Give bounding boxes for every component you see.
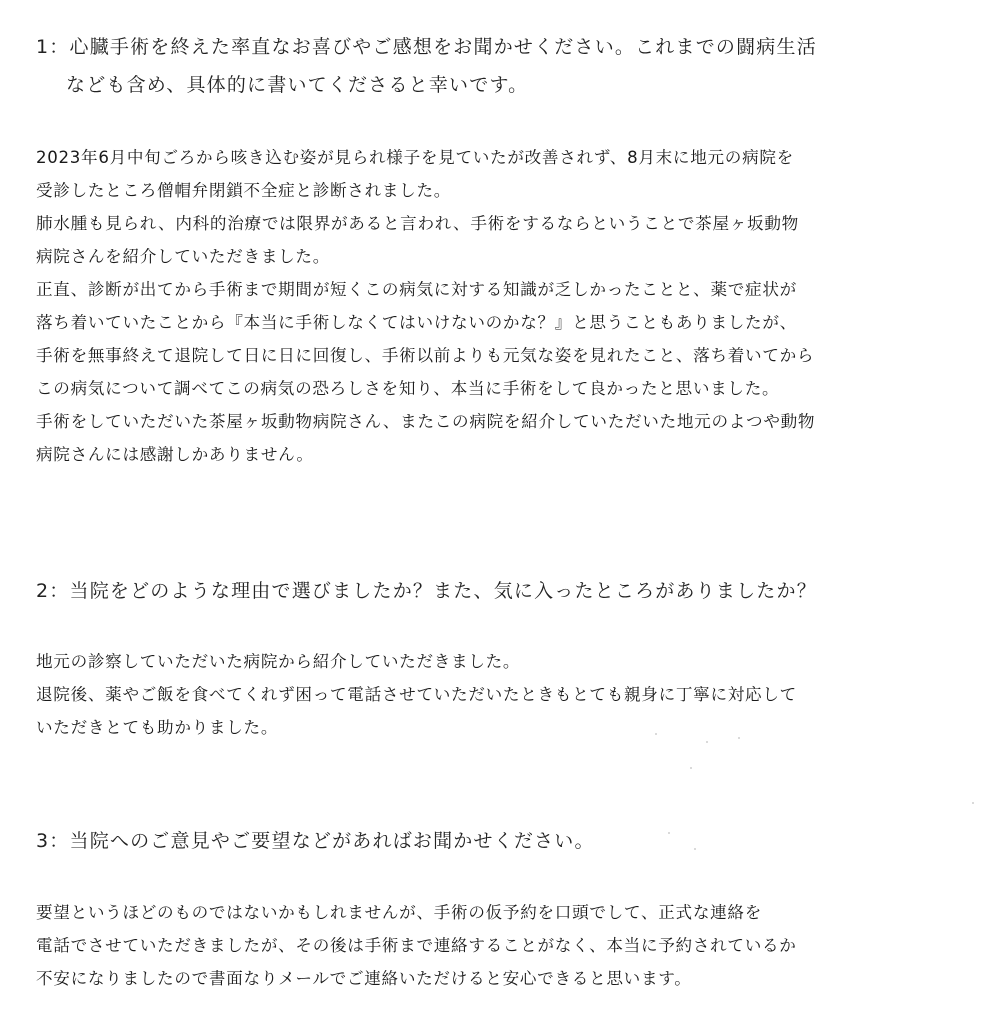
answer-2-line: いただきとても助かりました。 [36, 718, 279, 737]
answer-1-line: この病気について調べてこの病気の恐ろしさを知り、本当に手術をして良かったと思いました。 [36, 379, 780, 398]
answer-1-line: 受診したところ僧帽弁閉鎖不全症と診断されました。 [36, 181, 452, 200]
answer-1-line: 2023年6月中旬ごろから咳き込む姿が見られ様子を見ていたが改善されず、8月末に地元の病院を [36, 148, 794, 167]
answer-3-line: 不安になりましたので書面なりメールでご連絡いただけると安心できると思います。 [36, 969, 692, 988]
answer-1-line: 手術をしていただいた茶屋ヶ坂動物病院さん、またこの病院を紹介していただいた地元のよつや動物 [36, 412, 816, 431]
question-2-line-1: 2：当院をどのような理由で選びましたか？また、気に入ったところがありましたか？ [36, 580, 817, 602]
answer-1-line: 病院さんを紹介していただきました。 [36, 247, 330, 266]
answer-3 [36, 896, 797, 995]
answer-1-line: 手術を無事終えて退院して日に日に回復し、手術以前よりも元気な姿を見れたこと、落ち着いてから [36, 346, 815, 365]
answer-3-line: 要望というほどのものではないかもしれませんが、手術の仮予約を口頭でして、正式な連絡を [36, 903, 763, 922]
scan-speck [694, 848, 696, 850]
answer-1-line: 病院さんには感謝しかありません。 [36, 445, 314, 464]
answer-2-line: 地元の診察していただいた病院から紹介していただきました。 [36, 652, 521, 671]
answer-1-line: 正直、診断が出てから手術まで期間が短くこの病気に対する知識が乏しかったことと、薬で症状が [36, 280, 797, 299]
scan-speck [690, 767, 692, 769]
scan-speck [706, 741, 708, 743]
question-3 [36, 822, 595, 860]
answer-2 [36, 645, 797, 744]
scan-speck [738, 737, 740, 739]
scan-speck [668, 832, 670, 834]
answer-2-line: 退院後、薬やご飯を食べてくれず困って電話させていただいたときもとても親身に丁寧に対応して [36, 685, 797, 704]
answer-1 [36, 141, 815, 471]
scan-speck [972, 802, 974, 804]
answer-1-line: 肺水腫も見られ、内科的治療では限界があると言われ、手術をするならということで茶屋ヶ坂動物 [36, 214, 799, 233]
question-2 [36, 572, 817, 610]
question-1-line-2: なども含め、具体的に書いてくださると幸いです。 [66, 74, 529, 96]
answer-1-line: 落ち着いていたことから『本当に手術しなくてはいけないのかな？』と思うこともありましたが、 [36, 313, 797, 332]
question-1-line-1: 1：心臓手術を終えた率直なお喜びやご感想をお聞かせください。これまでの闘病生活 [36, 36, 817, 58]
question-3-line-1: 3：当院へのご意見やご要望などがあればお聞かせください。 [36, 830, 595, 852]
answer-3-line: 電話でさせていただきましたが、その後は手術まで連絡することがなく、本当に予約されているか [36, 936, 797, 955]
scan-speck [655, 733, 657, 735]
question-1 [36, 28, 817, 104]
